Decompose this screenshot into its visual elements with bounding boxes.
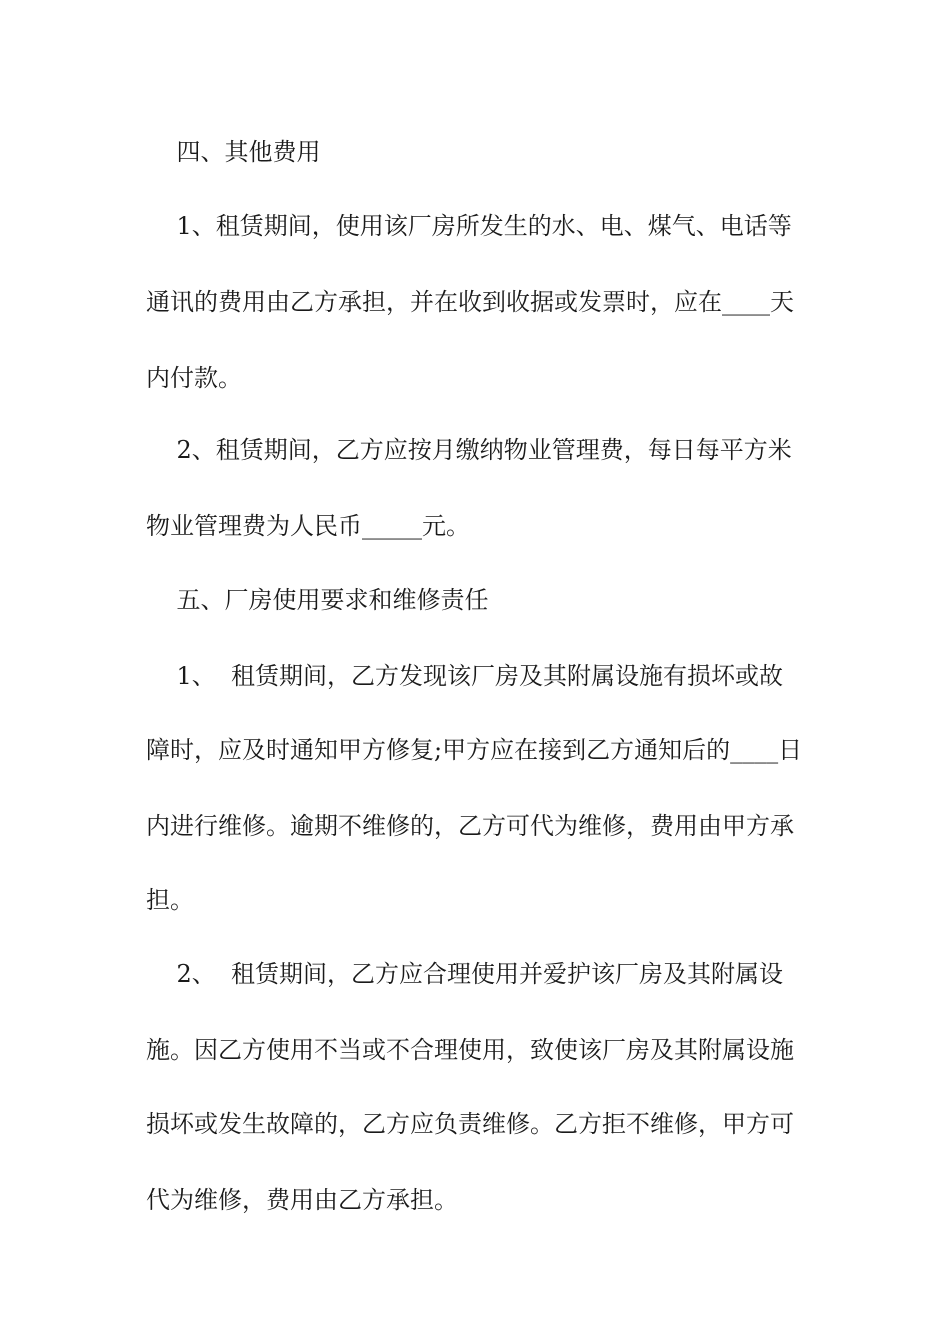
paragraph-line: 内进行维修。逾期不维修的，乙方可代为维修，费用由甲方承 bbox=[146, 812, 794, 840]
paragraph-line: 障时，应及时通知甲方修复;甲方应在接到乙方通知后的____日 bbox=[146, 736, 803, 764]
section-heading-other-fees: 四、其他费用 bbox=[146, 138, 321, 166]
paragraph-line: 施。因乙方使用不当或不合理使用，致使该厂房及其附属设施 bbox=[146, 1036, 794, 1064]
paragraph-line: 1、 租赁期间，乙方发现该厂房及其附属设施有损坏或故 bbox=[146, 662, 784, 690]
paragraph-line: 2、租赁期间，乙方应按月缴纳物业管理费，每日每平方米 bbox=[146, 436, 792, 464]
paragraph-line: 损坏或发生故障的，乙方应负责维修。乙方拒不维修，甲方可 bbox=[146, 1110, 794, 1138]
paragraph-line: 1、租赁期间，使用该厂房所发生的水、电、煤气、电话等 bbox=[146, 212, 792, 240]
paragraph-line: 2、 租赁期间，乙方应合理使用并爱护该厂房及其附属设 bbox=[146, 960, 784, 988]
paragraph-line: 代为维修，费用由乙方承担。 bbox=[146, 1186, 458, 1214]
paragraph-line: 物业管理费为人民币_____元。 bbox=[146, 512, 470, 540]
paragraph-line: 通讯的费用由乙方承担，并在收到收据或发票时，应在____天 bbox=[146, 288, 794, 316]
paragraph-line: 担。 bbox=[146, 886, 194, 914]
paragraph-line: 内付款。 bbox=[146, 364, 242, 392]
section-heading-usage-maintenance: 五、厂房使用要求和维修责任 bbox=[146, 586, 489, 614]
